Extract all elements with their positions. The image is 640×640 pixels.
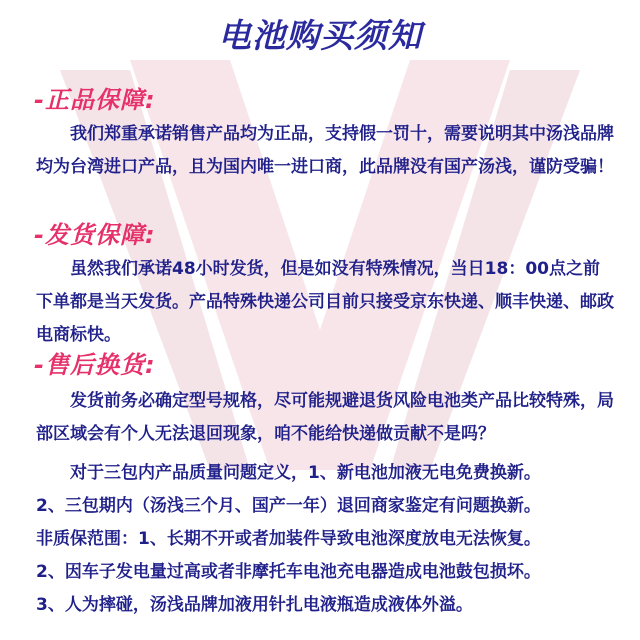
section-body-shipping — [36, 253, 616, 352]
section-body-after-sales — [36, 385, 616, 451]
page-title: 电池购买须知 — [218, 16, 422, 55]
after-sales-line-3: 非质保范围：1、长期不开或者加装件导致电池深度放电无法恢复。 — [36, 529, 541, 549]
section-heading-shipping: -发货保障: — [34, 221, 156, 249]
after-sales-line-4: 2、因车子发电量过高或者非摩托车电池充电器造成电池鼓包损坏。 — [36, 562, 541, 582]
section-body-genuine — [36, 118, 616, 184]
section-body-shipping-text: 虽然我们承诺48小时发货，但是如没有特殊情况，当日18：00点之前下单都是当天发货。产品特殊快递公司目前只接受京东快递、顺丰快递、邮政电商标快。 — [36, 259, 614, 345]
section-body-after-sales-text: 发货前务必确定型号规格，尽可能规避退货风险电池类产品比较特殊，局部区域会有个人无法退回现象，咱不能给快递做贡献不是吗？ — [36, 391, 614, 444]
section-heading-genuine: -正品保障: — [34, 86, 156, 114]
after-sales-line-1: 对于三包内产品质量问题定义，1、新电池加液无电免费换新。 — [70, 463, 541, 483]
section-body-genuine-text: 我们郑重承诺销售产品均为正品，支持假一罚十，需要说明其中汤浅品牌均为台湾进口产品，且为国内唯一进口商，此品牌没有国产汤浅，谨防受骗！ — [36, 124, 614, 177]
after-sales-line-2: 2、三包期内（汤浅三个月、国产一年）退回商家鉴定有问题换新。 — [36, 496, 541, 516]
section-heading-after-sales: -售后换货: — [34, 351, 156, 379]
after-sales-line-5: 3、人为摔碰，汤浅品牌加液用针扎电液瓶造成液体外溢。 — [36, 595, 473, 615]
